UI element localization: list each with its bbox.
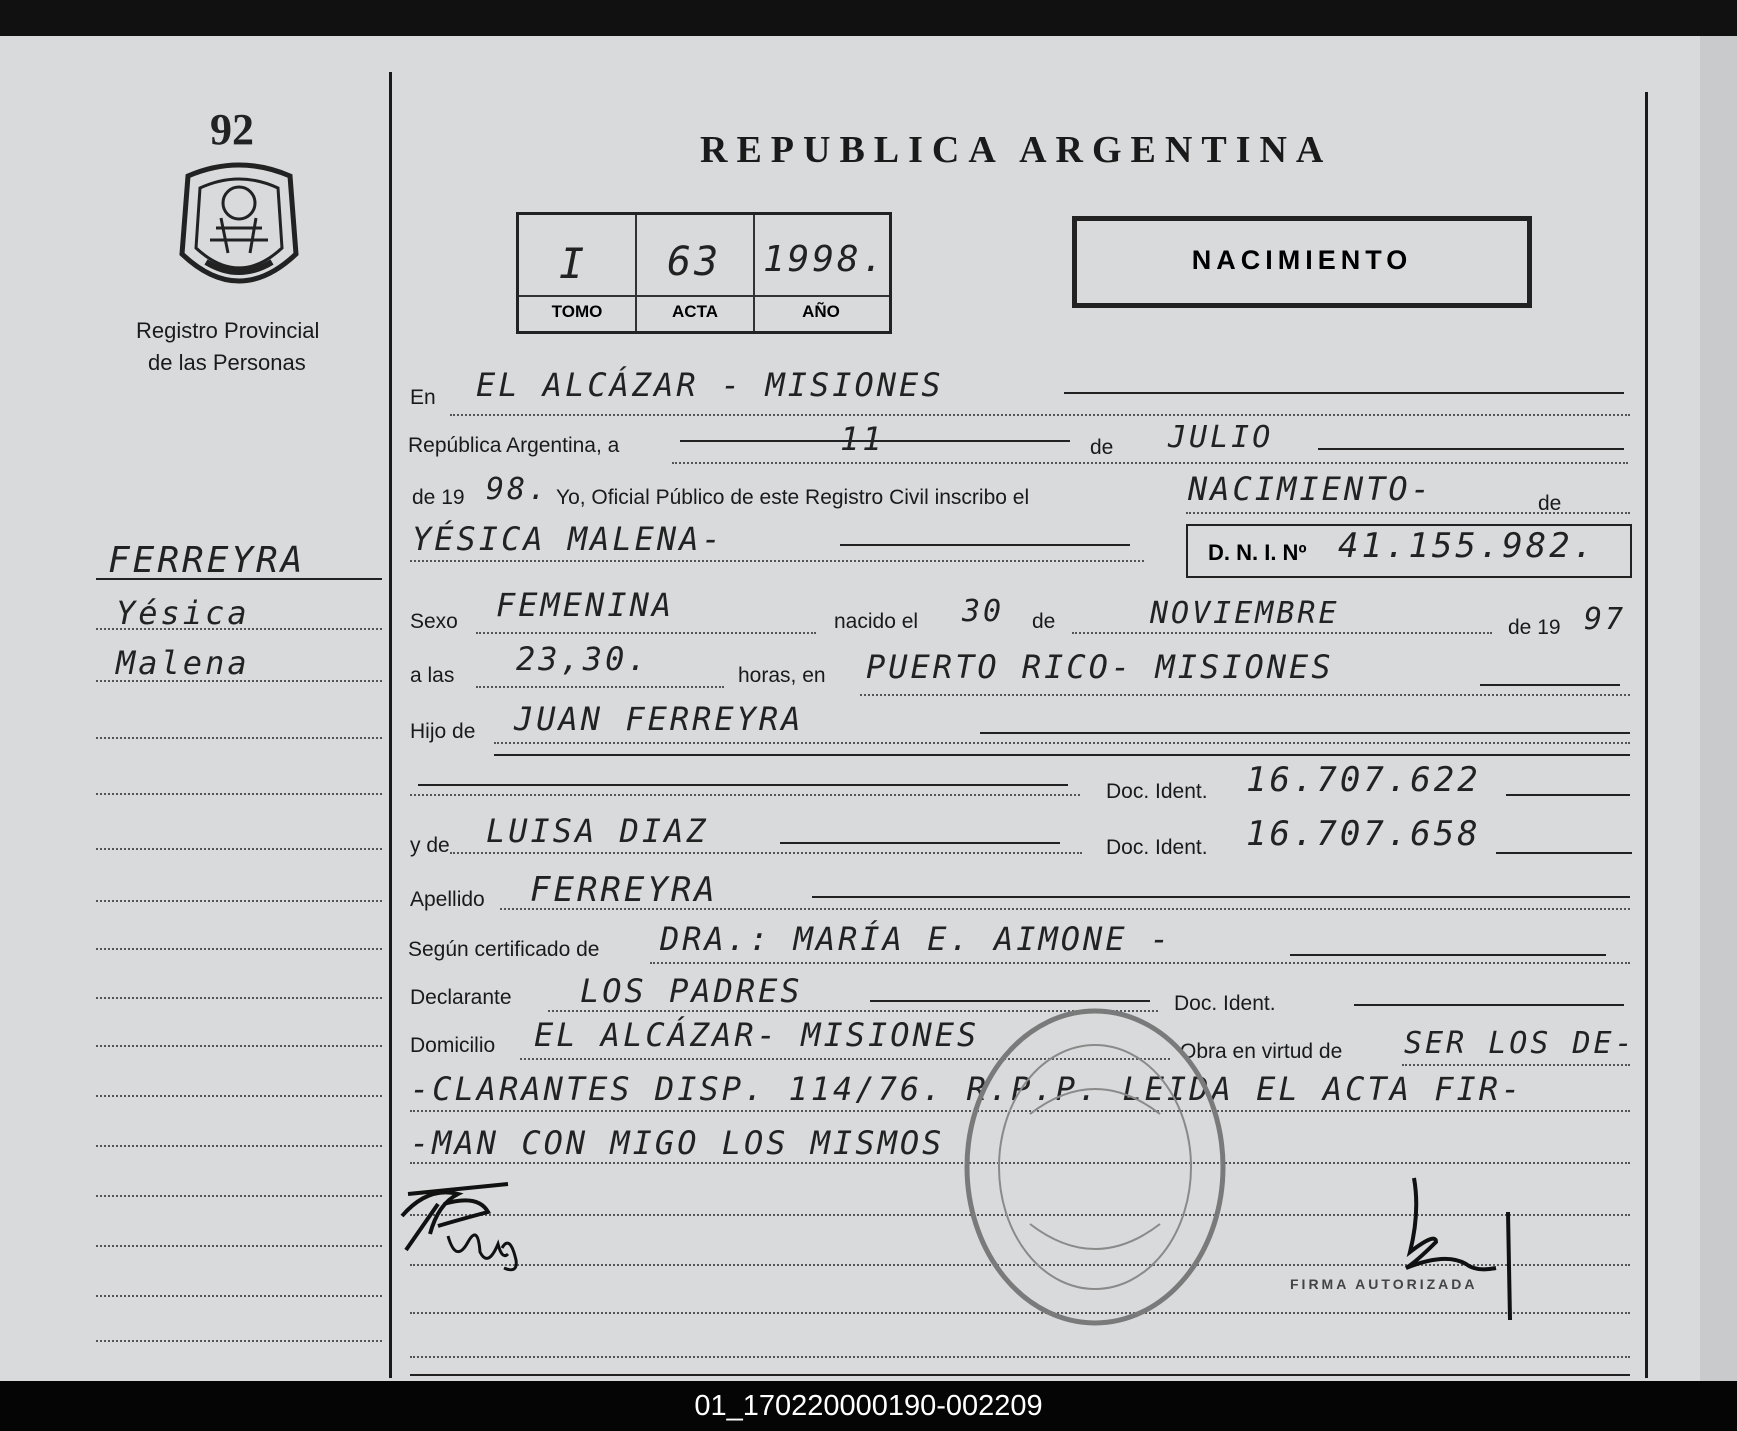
name-rule: [840, 544, 1130, 546]
father-rule-2: [494, 754, 1630, 756]
ano-label: AÑO: [802, 302, 840, 321]
birth-month: NOVIEMBRE: [1150, 596, 1340, 631]
right-border: [1645, 92, 1648, 1378]
year-value: 98.: [486, 472, 550, 507]
doc3-rule: [1354, 1004, 1624, 1006]
place-rule: [1480, 684, 1620, 686]
doc2-label: Doc. Ident.: [1106, 836, 1208, 859]
declarant-signature-icon: [398, 1164, 538, 1274]
office-line2: de las Personas: [148, 350, 306, 375]
father-doc-rule: [1506, 794, 1630, 796]
record-type: NACIMIENTO: [1191, 245, 1413, 275]
margin-dotted-line: [96, 1145, 382, 1147]
obra-label: Obra en virtud de: [1180, 1040, 1343, 1063]
page-number: 92: [210, 105, 254, 154]
official-seal-icon: [960, 1004, 1230, 1330]
en-rule: [1064, 392, 1624, 394]
mother-doc-rule: [1496, 852, 1632, 854]
page-edge: [1700, 36, 1737, 1381]
ano-value: 1998.: [763, 239, 887, 280]
tomo-label: TOMO: [551, 302, 603, 321]
father-extra-dotted-line: [410, 794, 1080, 796]
margin-dotted-line: [96, 900, 382, 902]
republica-dotted-line: [672, 462, 1628, 464]
hijo-label: Hijo de: [410, 720, 476, 743]
margin-given-name-1: Yésica: [116, 594, 250, 632]
father-value: JUAN FERREYRA: [514, 700, 804, 738]
name-dotted-line: [410, 560, 1144, 562]
margin-dotted-line: [96, 1195, 382, 1197]
month-rule: [1318, 448, 1624, 450]
provincial-seal-icon: [176, 158, 302, 298]
domicilio-value: EL ALCÁZAR- MISIONES: [534, 1016, 980, 1054]
margin-surname: FERREYRA: [108, 540, 306, 581]
margin-dotted-line: [96, 948, 382, 950]
hour-value: 23,30.: [516, 640, 650, 678]
sexo-dotted-line: [476, 632, 816, 634]
margin-dotted-line: [96, 1045, 382, 1047]
year-prefix: de 19: [412, 486, 465, 509]
sexo-label: Sexo: [410, 610, 458, 633]
inscribo-value: NACIMIENTO-: [1188, 470, 1433, 508]
obra-dotted-line: [1402, 1064, 1630, 1066]
dni-label: D. N. I. Nº: [1208, 540, 1307, 565]
note-line-3: -MAN CON MIGO LOS MISMOS: [410, 1124, 945, 1162]
declarante-value: LOS PADRES: [580, 972, 803, 1010]
segun-value: DRA.: MARÍA E. AIMONE -: [660, 920, 1173, 958]
record-id-box: [516, 212, 892, 334]
officer-stamp-text: FIRMA AUTORIZADA: [1290, 1276, 1478, 1292]
margin-dotted-line: [96, 1245, 382, 1247]
father-doc: 16.707.622: [1246, 760, 1481, 800]
mother-dotted-line: [450, 852, 1082, 854]
dni-value: 41.155.982.: [1338, 526, 1597, 566]
margin-dotted-line: [96, 848, 382, 850]
name-value: YÉSICA MALENA-: [412, 520, 724, 558]
birth-year-prefix: de 19: [1508, 616, 1561, 639]
birth-year-value: 97: [1584, 602, 1627, 637]
alas-label: a las: [410, 664, 455, 687]
nacido-label: nacido el: [834, 610, 919, 633]
margin-dotted-line: [96, 793, 382, 795]
note-line-2: -CLARANTES DISP. 114/76. R.P.P. LEIDA EL ACTA FIR-: [410, 1070, 1524, 1108]
obra-value: SER LOS DE-: [1404, 1026, 1636, 1061]
country-title: REPUBLICA ARGENTINA: [700, 129, 1333, 171]
apellido-rule: [812, 896, 1630, 898]
day-rule: [680, 440, 1070, 442]
record-type-box: [1072, 216, 1532, 308]
day-value: 11: [840, 420, 885, 458]
father-rule: [980, 732, 1630, 734]
hijo-dotted-line: [494, 742, 1630, 744]
mother-doc: 16.707.658: [1246, 814, 1481, 854]
bottom-rule: [410, 1374, 1630, 1376]
apellido-value: FERREYRA: [530, 870, 718, 910]
margin-given-name-2: Malena: [116, 644, 250, 682]
place-value: PUERTO RICO- MISIONES: [866, 648, 1334, 686]
inscribo-dotted-line: [1186, 512, 1630, 514]
en-value: EL ALCÁZAR - MISIONES: [476, 366, 944, 404]
sexo-value: FEMENINA: [496, 586, 675, 624]
margin-rule: [96, 578, 382, 580]
image-id-caption: 01_170220000190-002209: [0, 1381, 1737, 1431]
birth-day: 30: [962, 594, 1005, 629]
office-line1: Registro Provincial: [136, 318, 320, 343]
en-dotted-line: [450, 414, 1630, 416]
margin-dotted-line: [96, 680, 382, 682]
segun-rule: [1290, 954, 1606, 956]
de3-label: de: [1032, 610, 1056, 633]
officer-signature-icon: [1396, 1172, 1536, 1322]
father-extra-rule: [418, 784, 1068, 786]
margin-dotted-line: [96, 1340, 382, 1342]
margin-dotted-line: [96, 997, 382, 999]
margin-divider: [389, 72, 392, 1378]
acta-value: 63: [667, 239, 722, 285]
de2-label: de: [1538, 492, 1562, 515]
mother-rule: [780, 842, 1060, 844]
tomo-value: I: [559, 239, 588, 288]
declarante-rule: [870, 1000, 1150, 1002]
doc3-label: Doc. Ident.: [1174, 992, 1276, 1015]
segun-label: Según certificado de: [408, 938, 600, 961]
month-value: JULIO: [1168, 420, 1274, 455]
apellido-label: Apellido: [410, 888, 485, 911]
mother-value: LUISA DIAZ: [486, 812, 709, 850]
margin-dotted-line: [96, 1295, 382, 1297]
margin-dotted-line: [96, 628, 382, 630]
yde-label: y de: [410, 834, 450, 857]
birth-month-dotted-line: [1072, 632, 1492, 634]
republica-label: República Argentina, a: [408, 434, 620, 457]
blank-dotted-line: [410, 1356, 1630, 1358]
place-dotted-line: [860, 694, 1630, 696]
acta-label: ACTA: [672, 302, 718, 321]
dni-box: [1186, 524, 1632, 578]
doc1-label: Doc. Ident.: [1106, 780, 1208, 803]
horas-label: horas, en: [738, 664, 826, 687]
segun-dotted-line: [650, 962, 1630, 964]
de1-label: de: [1090, 436, 1114, 459]
margin-dotted-line: [96, 737, 382, 739]
apellido-dotted-line: [500, 908, 1630, 910]
declarante-label: Declarante: [410, 986, 512, 1009]
inscribo-label: Yo, Oficial Público de este Registro Civil inscribo el: [556, 486, 1030, 509]
en-label: En: [410, 386, 436, 409]
margin-dotted-line: [96, 1095, 382, 1097]
domicilio-label: Domicilio: [410, 1034, 496, 1057]
hour-dotted-line: [476, 686, 724, 688]
